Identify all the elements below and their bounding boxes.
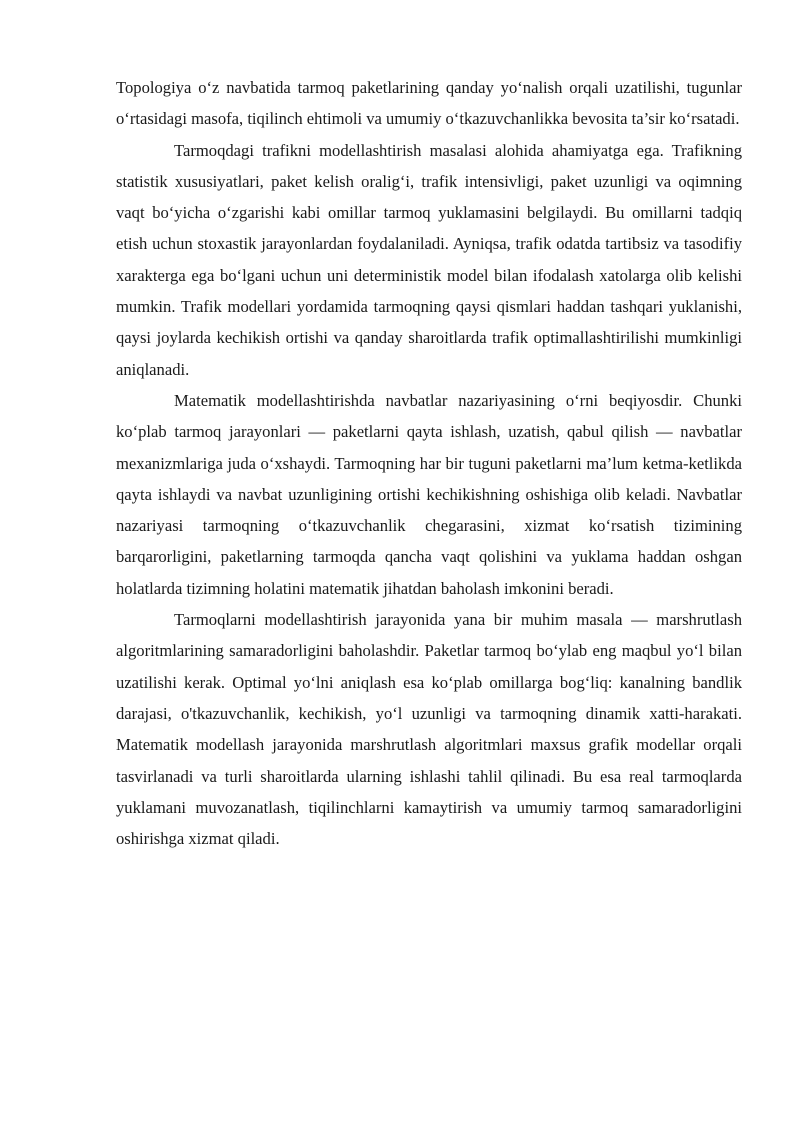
paragraph: Topologiya o‘z navbatida tarmoq paketlarining qanday yo‘nalish orqali uzatilishi, tugunlar o‘rtasidagi masofa, tiqilinch ehtimoli va umumiy o‘tkazuvchanlikka bevosita ta’sir ko‘rsatadi. <box>116 78 742 129</box>
paragraph: Tarmoqdagi trafikni modellashtirish masalasi alohida ahamiyatga ega. Trafikning statistik xususiyatlari, paket kelish oralig‘i, trafik intensivligi, paket uzunligi va oqimning vaqt bo‘yicha o‘zgarishi kabi omillar tarmoq yuklamasini belgilaydi. Bu omillarni tadqiq etish uchun stoxastik jarayonlardan foydalaniladi. Ayniqsa, trafik odatda tartibsiz va tasodifiy xarakterga ega bo‘lgani uchun uni deterministik model bilan ifodalash xatolarga olib kelishi mumkin. Trafik modellari yordamida tarmoqning qaysi qismlari haddan tashqari yuklanishi, qaysi joylarda kechikish ortishi va qanday sharoitlarda trafik optimallashtirilishi mumkinligi aniqlanadi. <box>116 140 742 379</box>
body-text <box>116 72 742 854</box>
paragraph: Matematik modellashtirishda navbatlar nazariyasining o‘rni beqiyosdir. Chunki ko‘plab tarmoq jarayonlari — paketlarni qayta ishlash, uzatish, qabul qilish — navbatlar mexanizmlariga juda o‘xshaydi. Tarmoqning har bir tuguni paketlarni ma’lum ketma-ketlikda qayta ishlaydi va navbat uzunligining ortishi kechikishning oshishiga olib keladi. Navbatlar nazariyasi tarmoqning o‘tkazuvchanlik chegarasini, xizmat ko‘rsatish tizimining barqarorligini, paketlarning tarmoqda qancha vaqt qolishini va yuklama haddan oshgan holatlarda tizimning holatini matematik jihatdan baholash imkonini beradi. <box>116 390 742 598</box>
paragraph: Tarmoqlarni modellashtirish jarayonida yana bir muhim masala — marshrutlash algoritmlarining samaradorligini baholashdir. Paketlar tarmoq bo‘ylab eng maqbul yo‘l bilan uzatilishi kerak. Optimal yo‘lni aniqlash esa ko‘plab omillarga bog‘liq: kanalning bandlik darajasi, o'tkazuvchanlik, kechikish, yo‘l uzunligi va tarmoqning dinamik xatti-harakati. Matematik modellash jarayonida marshrutlash algoritmlari maxsus grafik modellar orqali tasvirlanadi va turli sharoitlarda ularning ishlashi tahlil qilinadi. Bu esa real tarmoqlarda yuklamani muvozanatlash, tiqilinchlarni kamaytirish va umumiy tarmoq samaradorligini oshirishga xizmat qiladi. <box>116 610 742 849</box>
